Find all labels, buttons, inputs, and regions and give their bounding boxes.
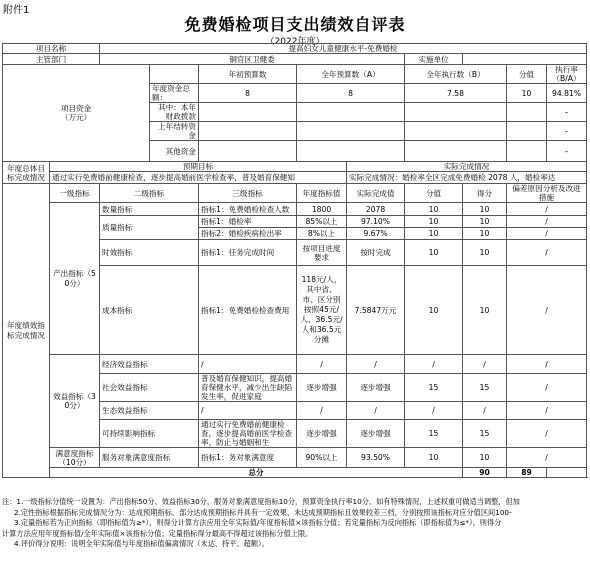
- impl-unit-value: [463, 54, 587, 65]
- funds-row-score: 10: [507, 84, 547, 103]
- total-label: 总分: [50, 468, 463, 478]
- ind-actual: /: [347, 402, 405, 420]
- ind-actual: 93.50%: [347, 448, 405, 468]
- ind-note: /: [507, 420, 587, 448]
- funds-row-initial: 8: [199, 84, 297, 103]
- ind-actual: 按时完成: [347, 240, 405, 266]
- ind-target: 118元/人，其中省、市、区分别按照45元/人、36.5元/人和36.5元分摊: [297, 266, 347, 355]
- goal-actual-header: 实际完成情况: [347, 162, 587, 172]
- ind-l3: 指标2：婚检疾病检出率: [199, 228, 297, 240]
- ind-actual: 7.5847万元: [347, 266, 405, 355]
- ind-target: 1800: [297, 203, 347, 216]
- funds-row-score: [507, 141, 547, 162]
- ind-note: /: [507, 203, 587, 216]
- ind-header-note: 偏差原因分析及改进措施: [507, 184, 587, 203]
- satisfaction-indicator-label: 满意度指标（10分）: [50, 448, 100, 468]
- ind-l2: 社会效益指标: [100, 374, 199, 402]
- funds-row-actual: 7.58: [405, 84, 507, 103]
- ind-target: 逐步增强: [297, 374, 347, 402]
- funds-row-score: [507, 103, 547, 122]
- ind-score: /: [405, 355, 463, 374]
- footnote-line: 3.定量指标若为正向指标（即指标值为≥*），则得分计算方法应用全年实际值/年度指标值×该指标分值；若定量指标为反向指标（即指标值为≤*），则得分: [14, 518, 502, 527]
- footnote-line: 4.评价得分说明：说明全年实际值与年度指标值偏离情况（未达、持平、超额）。: [14, 539, 269, 548]
- funds-row-label: 上年结转资金: [150, 122, 199, 141]
- ind-l2: 时效指标: [100, 240, 199, 266]
- funds-row-budget: [297, 122, 405, 141]
- ind-note: /: [507, 374, 587, 402]
- page-title: 免费婚检项目支出绩效自评表: [184, 15, 406, 34]
- ind-score: 10: [405, 203, 463, 216]
- ind-target: /: [297, 402, 347, 420]
- ind-target: 8%以上: [297, 228, 347, 240]
- funds-header-initial: 年初预算数: [199, 65, 297, 84]
- ind-got: 10: [463, 203, 507, 216]
- footnote-line: 计算方法应用年度指标值/全年实际值×该指标分值；定量指标得分最高不得超过该指标分值上限。: [2, 528, 313, 538]
- footnotes: [2, 497, 588, 550]
- benefit-indicator-label: 效益指标（30分）: [50, 355, 100, 448]
- project-name-label: 项目名称: [3, 44, 100, 54]
- funds-label: 项目资金 （万元）: [3, 65, 150, 162]
- ind-got: /: [463, 355, 507, 374]
- footnote-line: 2.定性指标根据指标完成情况分为：达成预期指标、部分达成预期指标并具有一定效果、未达成预期指标且效果较差三档，分别按照该指标对应分值区间100-: [14, 507, 512, 517]
- funds-row-rate: –: [547, 103, 587, 122]
- ind-l2: 服务对象满意度指标: [100, 448, 199, 468]
- ind-score: 15: [405, 420, 463, 448]
- ind-actual: 97.10%: [347, 216, 405, 228]
- ind-got: 10: [463, 448, 507, 468]
- funds-row-actual: [405, 103, 507, 122]
- ind-l3: 指标1：婚检率: [199, 216, 297, 228]
- total-note: [547, 468, 587, 478]
- ind-target: 逐步增强: [297, 420, 347, 448]
- dept-value: 铜官区卫健委: [100, 54, 405, 65]
- impl-unit-label: 实施单位: [405, 54, 463, 65]
- ind-target: 85%以上: [297, 216, 347, 228]
- ind-actual: 2078: [347, 203, 405, 216]
- ind-note: /: [507, 240, 587, 266]
- ind-actual: 逐步增强: [347, 374, 405, 402]
- ind-l3: 指标1：任务完成时间: [199, 240, 297, 266]
- funds-header-budget: 全年预算数（A）: [297, 65, 405, 84]
- ind-got: 10: [463, 240, 507, 266]
- funds-row-rate: –: [547, 122, 587, 141]
- ind-got: 10: [463, 228, 507, 240]
- funds-row-label: 年度资金总额：: [150, 84, 199, 103]
- ind-score: 10: [405, 448, 463, 468]
- ind-score: 10: [405, 266, 463, 355]
- funds-row-budget: [297, 141, 405, 162]
- funds-row-rate: 94.81%: [547, 84, 587, 103]
- funds-row-label: 其中：本年财政拨款: [150, 103, 199, 122]
- funds-row-initial: [199, 122, 297, 141]
- goal-expected-header: 预期目标: [50, 162, 347, 172]
- ind-header-l2: 二级指标: [100, 184, 199, 203]
- funds-header-score: 分值: [507, 65, 547, 84]
- funds-row-rate: –: [547, 141, 587, 162]
- ind-l3: /: [199, 402, 297, 420]
- ind-l3: 指标1：免费婚检检查费用: [199, 266, 297, 355]
- funds-header-rate: 执行率 （B/A）: [547, 65, 587, 84]
- evaluation-table: [2, 43, 587, 478]
- funds-row-budget: 8: [297, 84, 405, 103]
- ind-l2: 数量指标: [100, 203, 199, 216]
- ind-header-l3: 三级指标: [199, 184, 297, 203]
- ind-header-l1: 一级指标: [50, 184, 100, 203]
- ind-score: /: [405, 402, 463, 420]
- ind-got: /: [463, 402, 507, 420]
- footnote-line: 注：1.一级指标分值统一设置为：产出指标50分、效益指标30分，服务对象满意度指标10分，预算资金执行率10分。如有特殊情况，上述权重可做适当调整，但加: [2, 497, 520, 506]
- ind-got: 10: [463, 216, 507, 228]
- funds-row-initial: [199, 141, 297, 162]
- funds-header-actual: 全年执行数（B）: [405, 65, 507, 84]
- ind-score: 10: [405, 228, 463, 240]
- ind-score: 15: [405, 374, 463, 402]
- goal-actual-text: 实际完成情况：婚检率全区完成免费婚检 2078 人，婚检率达: [347, 172, 587, 184]
- ind-l2: 成本指标: [100, 266, 199, 355]
- ind-target: /: [297, 355, 347, 374]
- funds-row-actual: [405, 122, 507, 141]
- output-indicator-label: 产出指标（50分）: [50, 203, 100, 355]
- funds-row-budget: [297, 103, 405, 122]
- ind-got: 10: [463, 266, 507, 355]
- ind-note: /: [507, 266, 587, 355]
- ind-note: /: [507, 228, 587, 240]
- funds-row-label: 其他资金: [150, 141, 199, 162]
- ind-note: /: [507, 402, 587, 420]
- funds-row-score: [507, 122, 547, 141]
- ind-header-score: 分值: [405, 184, 463, 203]
- ind-got: 15: [463, 374, 507, 402]
- ind-actual: 逐步增强: [347, 420, 405, 448]
- ind-l2: 可持续影响指标: [100, 420, 199, 448]
- ind-got: 15: [463, 420, 507, 448]
- ind-l2: 经济效益指标: [100, 355, 199, 374]
- goal-expected-text: 通过实行免费婚前健康检查，逐步提高婚前医学检查率，普及婚育保健知: [50, 172, 347, 184]
- dept-label: 主管部门: [3, 54, 100, 65]
- total-score: 90: [463, 468, 507, 478]
- ind-actual: 9.67%: [347, 228, 405, 240]
- project-name-value: 提高妇女儿童健康水平-免费婚检: [100, 44, 587, 54]
- funds-row-actual: [405, 141, 507, 162]
- ind-score: 10: [405, 216, 463, 228]
- ind-target: 按项目进度要求: [297, 240, 347, 266]
- ind-l2: 质量指标: [100, 216, 199, 240]
- year-label: （2022年度）: [265, 37, 325, 47]
- ind-l3: /: [199, 355, 297, 374]
- indicators-side-label: 年度绩效指标完成情况: [3, 184, 50, 478]
- ind-actual: /: [347, 355, 405, 374]
- ind-note: /: [507, 448, 587, 468]
- ind-header-actual: 实际完成值: [347, 184, 405, 203]
- ind-score: 10: [405, 240, 463, 266]
- ind-l3: 普及婚育保健知识，提高婚育保健水平，减少出生缺陷发生率，促进家庭: [199, 374, 297, 402]
- ind-l2: 生态效益指标: [100, 402, 199, 420]
- ind-header-got: 得分: [463, 184, 507, 203]
- ind-l3: 通过实行免费婚前健康检查，逐步提高婚前医学检查率，防止与婚姻和生: [199, 420, 297, 448]
- ind-note: /: [507, 355, 587, 374]
- ind-header-target: 年度指标值: [297, 184, 347, 203]
- goal-label: 年度总体目标完成情况: [3, 162, 50, 184]
- ind-l3: 指标1：务对象满意度: [199, 448, 297, 468]
- ind-l3: 指标1：免费婚检检查人数: [199, 203, 297, 216]
- ind-target: 90%以上: [297, 448, 347, 468]
- total-got: 89: [507, 468, 547, 478]
- funds-blank-header: [150, 65, 199, 84]
- funds-row-initial: [199, 103, 297, 122]
- attachment-label: 附件1: [3, 5, 30, 16]
- ind-note: /: [507, 216, 587, 228]
